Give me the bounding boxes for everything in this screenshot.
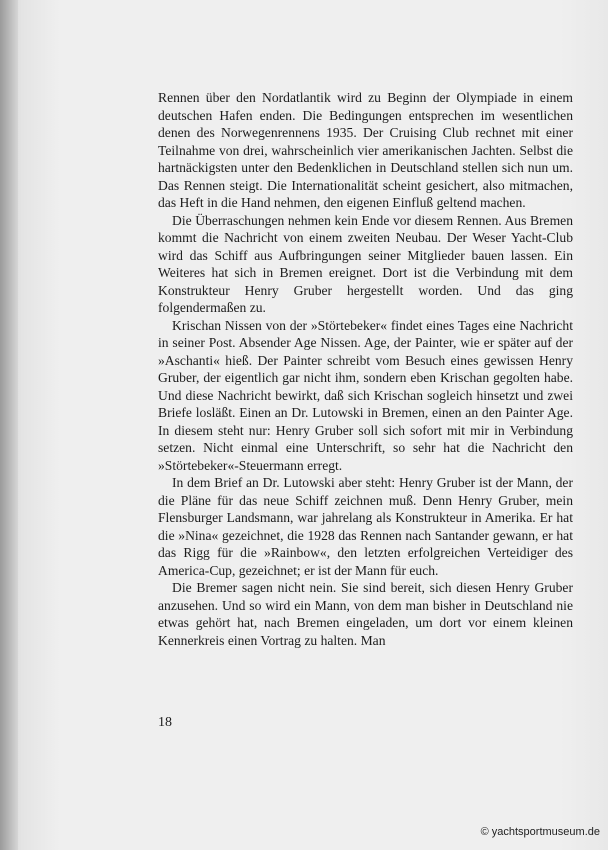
book-gutter-shadow [0, 0, 18, 850]
paragraph-5: Die Bremer sagen nicht nein. Sie sind bereit, sich diesen Henry Gruber anzusehen. Und so wird ein Mann, von dem man bisher in Deutschland nie etwas gehört hat, nach Bremen eingeladen, um dort vor einem kleinen Kennerkreis einen Vortrag zu halten. Man [158, 580, 573, 648]
paragraph-2: Die Überraschungen nehmen kein Ende vor diesem Rennen. Aus Bremen kommt die Nachricht von einem zweiten Neubau. Der Weser Yacht-Club wird das Schiff aus Aufbringungen seiner Mitglieder bauen lassen. Ein Weiteres hat sich in Bremen ereignet. Dort ist die Verbindung mit dem Konstrukteur Henry Gruber hergestellt worden. Und das ging folgendermaßen zu. [158, 212, 573, 315]
body-text [158, 89, 573, 649]
page-number: 18 [158, 715, 172, 730]
paragraph-3: Krischan Nissen von der »Störtebeker« findet eines Tages eine Nachricht in seiner Post. Absender Age Nissen. Age, der Painter, wie er später auf der »Aschanti« hieß. Der Painter schreibt vom Besuch eines gewissen Henry Gruber, der eigentlich gar nicht ihm, sondern eben Krischan gegolten habe. Und diese Nachricht bewirkt, daß sich Krischan sogleich hinsetzt und zwei Briefe losläßt. Einen an Dr. Lutowski in Bremen, einen an den Painter Age. In diesem steht nur: Henry Gruber soll sich sofort mit mir in Verbindung setzen. Nicht einmal eine Unterschrift, so sehr hat die Nachricht den »Störtebeker«-Steuermann erregt. [158, 317, 573, 473]
paragraph-4: In dem Brief an Dr. Lutowski aber steht: Henry Gruber ist der Mann, der die Pläne für das neue Schiff zeichnen muß. Denn Henry Gruber, mein Flensburger Landsmann, war jahrelang als Konstrukteur in Amerika. Er hat die »Nina« gezeichnet, die 1928 das Rennen nach Santander gewann, er hat das Rigg für die »Rainbow«, den letzten erfolgreichen Verteidiger des America-Cup, gezeichnet; er ist der Mann für euch. [158, 475, 573, 578]
copyright-credit: © yachtsportmuseum.de [480, 826, 600, 838]
paragraph-1: Rennen über den Nordatlantik wird zu Beginn der Olympiade in einem deutschen Hafen enden. Die Bedingungen entsprechen im wesentlichen denen des Norwegenrennens 1935. Der Cruising Club rechnet mit einer Teilnahme von drei, wahrscheinlich vier amerikanischen Jachten. Selbst die hartnäckigsten unter den Bedenklichen in Deutschland stellen sich nun um. Das Rennen steigt. Die Internationalität scheint gesichert, also mitmachen, das Heft in die Hand nehmen, den eigenen Einfluß geltend machen. [158, 90, 573, 210]
